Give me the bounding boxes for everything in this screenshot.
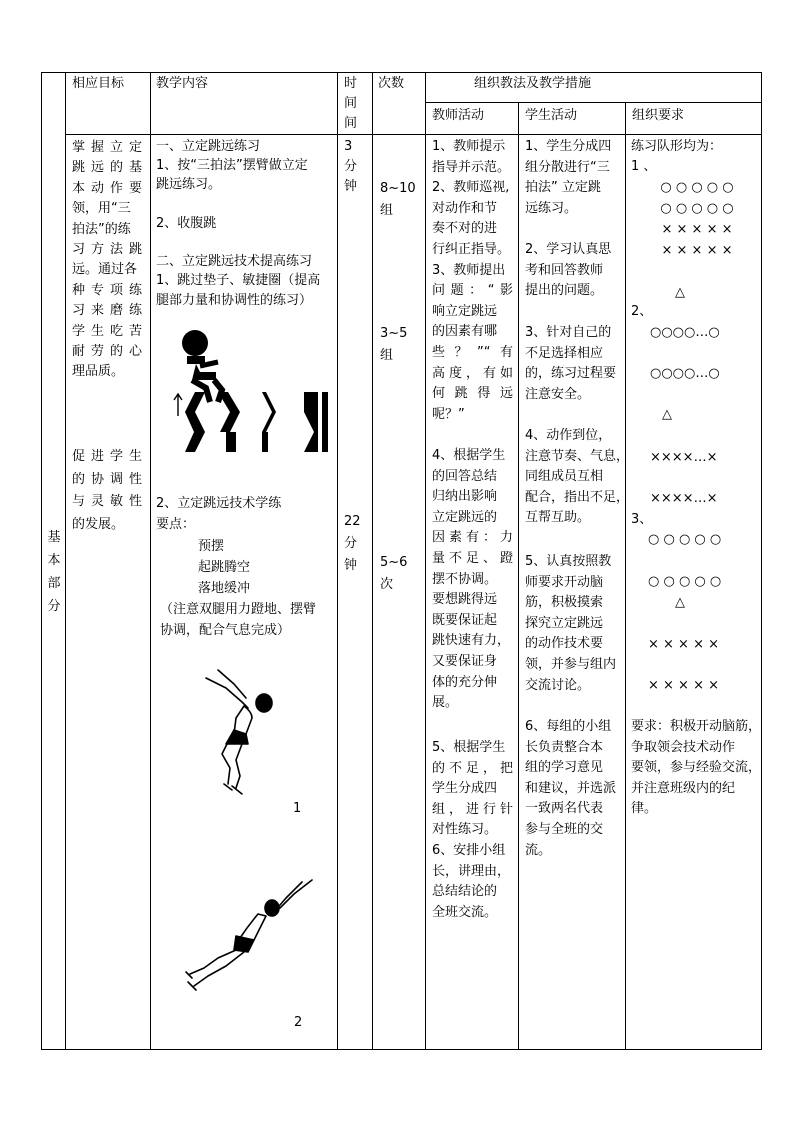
methods-sub-border xyxy=(425,102,762,103)
count-block-2: 3~5 组 xyxy=(380,326,408,363)
col-divider-3 xyxy=(337,72,338,1050)
section-label: 基 本 部 分 xyxy=(47,530,61,614)
goal-block-2: 促进学生 的协调性 与灵敏性 的发展。 xyxy=(72,449,142,532)
teacher-block-1: 1、教师提示 指导并示范。 2、教师巡视, 对动作和节 奏不对的进 行纠正指导。 3、教师提出 问题：“影 响立定跳远 的因素有哪 些？”“有 高度，有如 何跳得远 呢？” xyxy=(432,139,513,422)
formation-2-row-2: ○○○○…○ xyxy=(650,366,720,381)
table-left-border xyxy=(41,72,42,1050)
formation-3-label: 3、 xyxy=(631,512,653,527)
content-block-1: 一、立定跳远练习 1、按“三拍法”摆臂做立定 跳远练习。 2、收腹跳 二、立定跳远技术提高练习 1、跳过垫子、敏捷圈（提高 腿部力量和协调性的练习） xyxy=(156,139,321,308)
formation-3-row-4: × × × × × xyxy=(648,678,719,693)
org-title: 练习队形均为： xyxy=(631,139,723,154)
header-methods: 组织教法及教学措施 xyxy=(474,76,592,91)
formation-2-row-3: ××××…× xyxy=(650,450,718,465)
teacher-block-3: 5、根据学生 的不足，把 学生分成四 组，进行针 对性练习。 6、安排小组 长，讲理由， 总结结论的 全班交流。 xyxy=(432,740,513,920)
content-block-3: （注意双腿用力蹬地、摆臂 协调，配合气息完成） xyxy=(160,602,317,638)
figure-2-label: 2 xyxy=(294,1015,303,1030)
header-bottom-border xyxy=(65,134,762,135)
arrow-up-icon xyxy=(174,394,182,416)
col-divider-2 xyxy=(150,72,151,1050)
header-count: 次数 xyxy=(378,76,405,91)
formation-2-row-4: ××××…× xyxy=(650,491,718,506)
jump-figure-flight xyxy=(178,878,320,994)
student-block-5: 5、认真按照教 师要求开动脑 筋，积极摸索 探究立定跳远 的动作技术要 领，并参与组内 交流讨论。 xyxy=(525,554,617,693)
count-block-3: 5~6 次 xyxy=(380,555,408,592)
student-block-4: 4、动作到位， 注意节奏、气息， 同组成员互相 配合，指出不足， 互帮互助。 xyxy=(525,428,630,526)
student-block-2: 2、学习认真思 考和回答教师 提出的问题。 xyxy=(525,242,612,299)
jump-figure-takeoff xyxy=(196,668,286,800)
col-divider-6 xyxy=(518,102,519,1050)
jumper-figure-icon xyxy=(182,330,222,402)
time-block-2: 22 分 钟 xyxy=(344,514,361,573)
col-divider-7 xyxy=(625,102,626,1050)
header-content: 教学内容 xyxy=(156,76,209,91)
content-block-2: 2、立定跳远技术学练 要点： xyxy=(156,496,282,532)
org-requirement: 要求：积极开动脑筋， 争取领会技术动作 要领，参与经验交流， 并注意班级内的纪 律。 xyxy=(631,719,762,817)
header-goal: 相应目标 xyxy=(72,76,125,91)
formation-1-label: 1 、 xyxy=(631,159,657,174)
student-block-6: 6、每组的小组 长负责整合本 组的学习意见 和建议，并选派 一致两名代表 参与全班的交 流。 xyxy=(525,719,617,858)
col-divider-5 xyxy=(425,72,426,1050)
formation-1-teacher-mark: △ xyxy=(675,285,685,300)
col-divider-1 xyxy=(65,72,66,1050)
count-block-1: 8~10 组 xyxy=(380,181,416,218)
header-org: 组织要求 xyxy=(632,108,685,123)
col-divider-4 xyxy=(372,72,373,1050)
figure-1-label: 1 xyxy=(293,801,302,816)
formation-2-row-1: ○○○○…○ xyxy=(650,325,720,340)
header-student: 学生活动 xyxy=(525,108,578,123)
hurdle-jump-illustration xyxy=(172,328,328,452)
formation-3-teacher-mark: △ xyxy=(675,595,685,610)
formation-3-row-1: ○ ○ ○ ○ ○ xyxy=(648,532,722,547)
header-teacher: 教师活动 xyxy=(432,108,485,123)
formation-2-label: 2、 xyxy=(631,304,653,319)
header-time: 时 间 间 xyxy=(344,76,358,131)
table-right-border xyxy=(761,72,762,1050)
student-block-1: 1、学生分成四 组分散进行“三 拍法” 立定跳 远练习。 xyxy=(525,139,612,216)
time-block-1: 3 分 钟 xyxy=(344,139,358,194)
goal-block-1: 掌握立定 跳远的基 本动作要 领，用“三 拍法”的练 习方法跳 远。通过各 种专项练 习来磨练 学生吃苦 耐劳的心 理品质。 xyxy=(72,140,142,380)
hurdle-obstacles-icon xyxy=(185,392,328,452)
formation-1: ○ ○ ○ ○ ○ ○ ○ ○ ○ ○ × × × × × × × × × × xyxy=(660,180,734,258)
teacher-block-2: 4、根据学生 的回答总结 归纳出影响 立定跳远的 因素有：力 量不足、蹬 摆不协调。 要想跳得远 既要保证起 跳快速有力， 又要保证身 体的充分伸 展。 xyxy=(432,448,513,711)
formation-2-teacher-mark: △ xyxy=(662,407,672,422)
student-block-3: 3、针对自己的 不足选择相应 的，练习过程要 注意安全。 xyxy=(525,325,617,402)
formation-3-row-3: × × × × × xyxy=(648,637,719,652)
formation-3-row-2: ○ ○ ○ ○ ○ xyxy=(648,574,722,589)
content-points: 预摆 起跳腾空 落地缓冲 xyxy=(198,539,251,596)
